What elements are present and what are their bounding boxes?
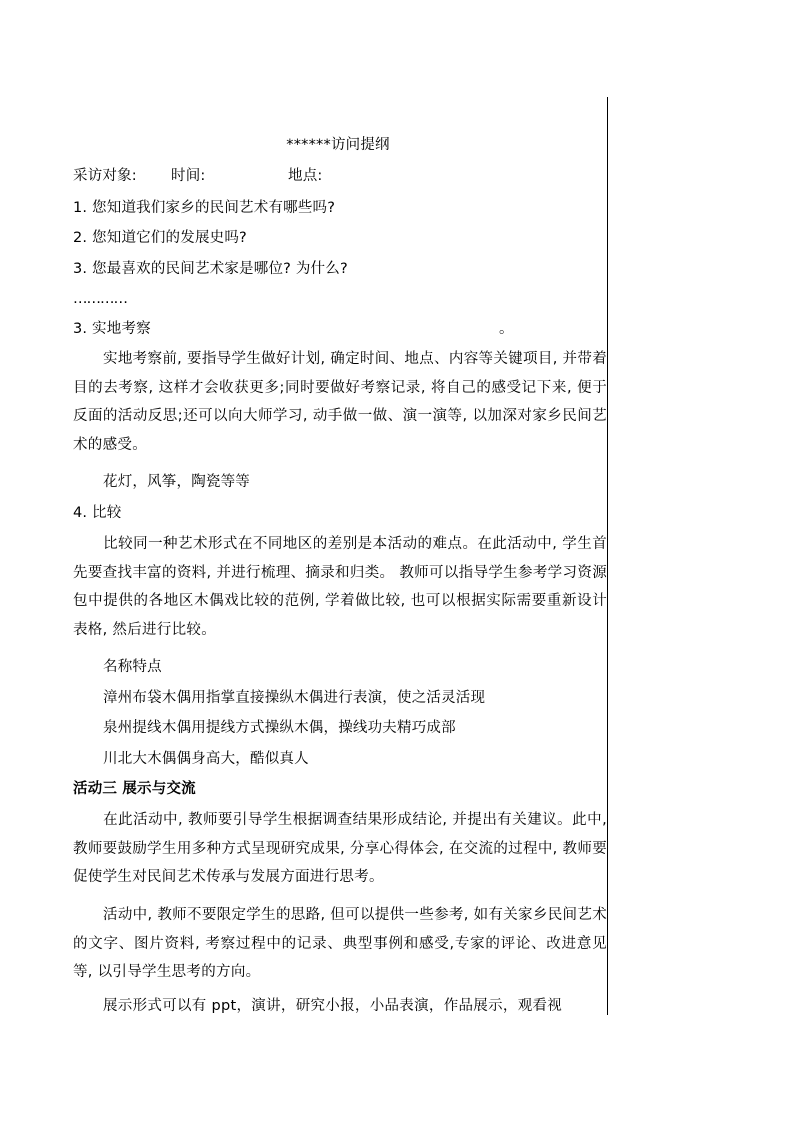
section-3-heading-row — [73, 319, 603, 339]
outline-title: ******访问提纲 — [286, 137, 390, 153]
table-header: 名称特点 — [103, 659, 162, 675]
table-border-line — [607, 97, 608, 1015]
compare-text: 比较同一种艺术形式在不同地区的差别是本活动的难点。在此活动中, 学生首先要查找丰富的资料, 并进行梳理、摘录和归类。 教师可以指导学生参考学习资源包中提供的各地区木偶戏比较的范例, 学着做比较, 也可以根据实际需要重新设计表格, 然后进行比较。 — [73, 536, 607, 638]
activity-3-text-2: 活动中, 教师不要限定学生的思路, 但可以提供一些参考, 如有关家乡民间艺术的文字、图片资料, 考察过程中的记录、典型事例和感受,专家的评论、改进意见等, 以引导学生思考的方向。 — [73, 907, 607, 981]
question-2: 2. 您知道它们的发展史吗? — [73, 230, 247, 246]
fieldtrip-text: 实地考察前, 要指导学生做好计划, 确定时间、地点、内容等关键项目, 并带着目的去考察, 这样才会收获更多;同时要做好考察记录, 将自己的感受记下来, 便于反面的活动反思;还可以向大师学习, 动手做一做、演一演等, 以加深对家乡民间艺术的感受。 — [73, 351, 607, 453]
interview-fields — [73, 166, 603, 186]
puppet-row-1: 漳州布袋木偶用指掌直接操纵木偶进行表演，使之活灵活现 — [103, 690, 486, 706]
activity-3-text-1: 在此活动中, 教师要引导学生根据调查结果形成结论, 并提出有关建议。此中, 教师要鼓励学生用多种方式呈现研究成果, 分享心得体会, 在交流的过程中, 教师要促使学生对民间艺术传承与发展方面进行思考。 — [73, 812, 607, 886]
examples-line: 花灯，风筝，陶瓷等等 — [103, 474, 250, 490]
puppet-row-3: 川北大木偶偶身高大，酷似真人 — [103, 751, 309, 767]
activity-3-paragraph-2 — [73, 901, 607, 987]
section-3-heading: 3. 实地考察 — [73, 321, 151, 337]
question-3: 3. 您最喜欢的民间艺术家是哪位? 为什么? — [73, 261, 348, 277]
activity-3-text-3: 展示形式可以有 ppt，演讲，研究小报，小品表演，作品展示，观看视 — [103, 998, 563, 1014]
section-4-heading: 4. 比较 — [73, 505, 122, 521]
interview-place-label: 地点: — [288, 168, 323, 184]
activity-3-paragraph-3 — [73, 992, 607, 1021]
interview-target-label: 采访对象: — [73, 168, 137, 184]
section-3-mark: 。 — [499, 321, 514, 337]
interview-time-label: 时间: — [171, 168, 206, 184]
activity-3-heading: 活动三 展示与交流 — [73, 781, 196, 797]
compare-paragraph — [73, 530, 607, 644]
ellipsis: ………… — [73, 291, 127, 307]
fieldtrip-paragraph — [73, 345, 607, 459]
puppet-row-2: 泉州提线木偶用提线方式操纵木偶，操线功夫精巧成部 — [103, 720, 456, 736]
question-1: 1. 您知道我们家乡的民间艺术有哪些吗? — [73, 200, 336, 216]
activity-3-paragraph-1 — [73, 806, 607, 892]
